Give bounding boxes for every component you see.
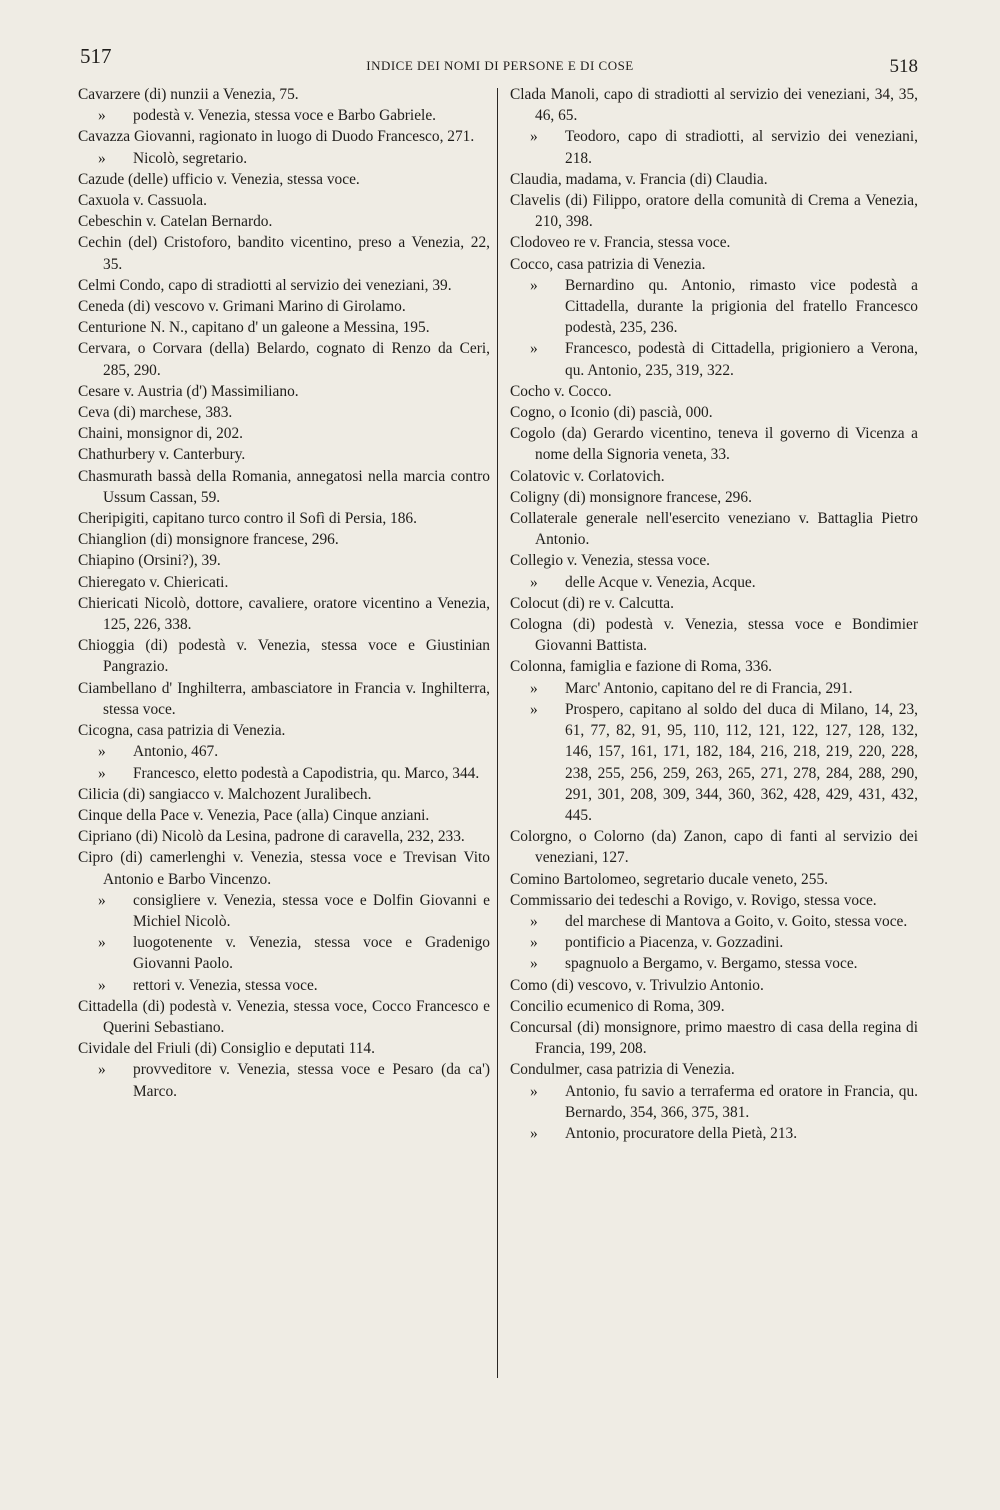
index-entry: Cervara, o Corvara (della) Belardo, cognato di Renzo da Ceri, 285, 290. bbox=[78, 340, 490, 379]
index-entry: Colatovic v. Corlatovich. bbox=[510, 467, 665, 485]
subentry-text: podestà v. Venezia, stessa voce e Barbo Gabriele. bbox=[133, 107, 436, 125]
index-entry: Comino Bartolomeo, segretario ducale veneto, 255. bbox=[510, 870, 828, 888]
index-entry: Colocut (di) re v. Calcutta. bbox=[510, 594, 674, 612]
index-entry: Claudia, madama, v. Francia (di) Claudia. bbox=[510, 170, 768, 188]
index-entry: Concursal (di) monsignore, primo maestro di casa della regina di Francia, 199, 208. bbox=[510, 1018, 918, 1058]
ditto-mark: » bbox=[98, 107, 106, 125]
subentry-text: Antonio, procuratore della Pietà, 213. bbox=[565, 1124, 798, 1142]
index-entry: Ciambellano d' Inghilterra, ambasciatore in Francia v. Inghilterra, stessa voce. bbox=[78, 679, 490, 718]
index-entry: Clavelis (di) Filippo, oratore della comunità di Crema a Venezia, 210, 398. bbox=[510, 192, 918, 231]
subentry-text: del marchese di Mantova a Goito, v. Goito, stessa voce. bbox=[565, 912, 908, 930]
ditto-mark: » bbox=[530, 679, 538, 697]
subentry-text: spagnuolo a Bergamo, v. Bergamo, stessa voce. bbox=[565, 955, 858, 973]
ditto-mark: » bbox=[530, 955, 538, 973]
ditto-mark: » bbox=[530, 700, 538, 718]
subentry-text: Francesco, podestà di Cittadella, prigioniero a Verona, qu. Antonio, 235, 319, 322. bbox=[565, 340, 918, 379]
index-entry: Chieregato v. Chiericati. bbox=[78, 573, 229, 591]
index-entry: Clada Manoli, capo di stradiotti al servizio dei veneziani, 34, 35, 46, 65. bbox=[510, 86, 918, 125]
index-entry: Cogolo (da) Gerardo vicentino, teneva il governo di Vicenza a nome della Signoria veneta, 33. bbox=[510, 425, 918, 464]
index-entry: Centurione N. N., capitano d' un galeone a Messina, 195. bbox=[78, 319, 430, 337]
ditto-mark: » bbox=[530, 276, 538, 294]
subentry-text: delle Acque v. Venezia, Acque. bbox=[565, 573, 756, 591]
subentry-text: Nicolò, segretario. bbox=[133, 149, 248, 167]
index-entry: Cheripigiti, capitano turco contro il Sofì di Persia, 186. bbox=[78, 510, 417, 528]
index-entry: Cechin (del) Cristoforo, bandito vicentino, preso a Venezia, 22, 35. bbox=[78, 234, 490, 273]
index-subentry bbox=[78, 763, 490, 784]
column-divider bbox=[497, 88, 498, 1378]
index-subentry bbox=[78, 975, 490, 996]
index-entry: Cividale del Friuli (di) Consiglio e deputati 114. bbox=[78, 1040, 375, 1058]
index-entry: Celmi Condo, capo di stradiotti al servizio dei veneziani, 39. bbox=[78, 276, 452, 294]
index-subentry bbox=[78, 105, 490, 126]
index-entry: Cipro (di) camerlenghi v. Venezia, stessa voce e Trevisan Vito Antonio e Barbo Vincenzo. bbox=[78, 849, 490, 888]
index-subentry bbox=[510, 1123, 918, 1144]
ditto-mark: » bbox=[98, 934, 106, 952]
index-entry: Chasmurath bassà della Romania, annegatosi nella marcia contro Ussum Cassan, 59. bbox=[78, 467, 490, 506]
ditto-mark: » bbox=[98, 743, 106, 761]
index-entry: Chiapino (Orsini?), 39. bbox=[78, 552, 221, 570]
index-entry: Chiericati Nicolò, dottore, cavaliere, oratore vicentino a Venezia, 125, 226, 338. bbox=[78, 594, 490, 634]
subentry-text: Francesco, eletto podestà a Capodistria, qu. Marco, 344. bbox=[133, 764, 480, 782]
index-subentry bbox=[510, 126, 918, 168]
right-column bbox=[510, 84, 918, 1144]
index-subentry bbox=[510, 1081, 918, 1123]
index-entry: Ceneda (di) vescovo v. Grimani Marino di Girolamo. bbox=[78, 298, 406, 316]
left-column bbox=[78, 84, 490, 1102]
index-entry: Cavarzere (di) nunzii a Venezia, 75. bbox=[78, 86, 299, 103]
index-entry: Cittadella (di) podestà v. Venezia, stessa voce, Cocco Francesco e Querini Sebastiano. bbox=[78, 997, 490, 1036]
ditto-mark: » bbox=[530, 128, 538, 146]
index-entry: Condulmer, casa patrizia di Venezia. bbox=[510, 1061, 735, 1079]
ditto-mark: » bbox=[98, 149, 106, 167]
subentry-text: rettori v. Venezia, stessa voce. bbox=[133, 976, 318, 994]
index-entry: Ceva (di) marchese, 383. bbox=[78, 404, 233, 422]
index-entry: Cologna (di) podestà v. Venezia, stessa voce e Bondimier Giovanni Battista. bbox=[510, 616, 918, 655]
ditto-mark: » bbox=[530, 934, 538, 952]
index-subentry bbox=[510, 953, 918, 974]
subentry-text: Teodoro, capo di stradiotti, al servizio dei veneziani, 218. bbox=[565, 128, 918, 167]
index-entry: Collaterale generale nell'esercito veneziano v. Battaglia Pietro Antonio. bbox=[510, 510, 918, 549]
index-entry: Chianglion (di) monsignore francese, 296. bbox=[78, 531, 339, 549]
index-entry: Colorgno, o Colorno (da) Zanon, capo di fanti al servizio dei veneziani, 127. bbox=[510, 828, 918, 867]
index-entry: Cogno, o Iconio (di) pascià, 000. bbox=[510, 404, 713, 422]
index-entry: Clodoveo re v. Francia, stessa voce. bbox=[510, 234, 731, 252]
index-entry: Cavazza Giovanni, ragionato in luogo di Duodo Francesco, 271. bbox=[78, 128, 475, 146]
index-entry: Chaini, monsignor di, 202. bbox=[78, 425, 244, 443]
ditto-mark: » bbox=[98, 764, 106, 782]
subentry-text: provveditore v. Venezia, stessa voce e Pesaro (da ca') Marco. bbox=[133, 1061, 490, 1100]
index-subentry bbox=[78, 890, 490, 932]
index-subentry bbox=[78, 148, 490, 169]
ditto-mark: » bbox=[98, 891, 106, 909]
index-entry: Cipriano (di) Nicolò da Lesina, padrone di caravella, 232, 233. bbox=[78, 828, 465, 846]
running-title: INDICE DEI NOMI DI PERSONE E DI COSE bbox=[366, 58, 634, 73]
ditto-mark: » bbox=[530, 1124, 538, 1142]
ditto-mark: » bbox=[530, 1082, 538, 1100]
index-entry: Chathurbery v. Canterbury. bbox=[78, 446, 246, 464]
subentry-text: Antonio, fu savio a terraferma ed oratore in Francia, qu. Bernardo, 354, 366, 375, 381. bbox=[565, 1082, 918, 1121]
subentry-text: luogotenente v. Venezia, stessa voce e Gradenigo Giovanni Paolo. bbox=[133, 934, 490, 973]
index-entry: Chioggia (di) podestà v. Venezia, stessa voce e Giustinian Pangrazio. bbox=[78, 637, 490, 676]
ditto-mark: » bbox=[98, 976, 106, 994]
index-entry: Colonna, famiglia e fazione di Roma, 336. bbox=[510, 658, 773, 676]
subentry-text: Marc' Antonio, capitano del re di Francia, 291. bbox=[565, 679, 853, 697]
index-entry: Cicogna, casa patrizia di Venezia. bbox=[78, 722, 286, 740]
index-entry: Concilio ecumenico di Roma, 309. bbox=[510, 997, 725, 1015]
index-subentry bbox=[510, 678, 918, 699]
ditto-mark: » bbox=[98, 1061, 106, 1079]
index-subentry bbox=[78, 741, 490, 762]
ditto-mark: » bbox=[530, 573, 538, 591]
index-subentry bbox=[510, 699, 918, 826]
index-entry: Cocho v. Cocco. bbox=[510, 382, 612, 400]
index-subentry bbox=[510, 338, 918, 380]
index-entry: Como (di) vescovo, v. Trivulzio Antonio. bbox=[510, 976, 764, 994]
index-subentry bbox=[510, 572, 918, 593]
index-subentry bbox=[78, 1059, 490, 1101]
ditto-mark: » bbox=[530, 340, 538, 358]
index-entry: Commissario dei tedeschi a Rovigo, v. Rovigo, stessa voce. bbox=[510, 891, 877, 909]
index-entry: Coligny (di) monsignore francese, 296. bbox=[510, 488, 752, 506]
subentry-text: Prospero, capitano al soldo del duca di Milano, 14, 23, 61, 77, 82, 91, 95, 110, 112, 121, 122, 127, 128, 132, 146, 157, 161, 171, 182, 184, 216, 218, 219, 220, 228, 238, 255, 256, 259, 263, 265, 271, 278, 284, 288, 290, 291, 301, 208, 309, 344, 360, 362, 428, 429, 431, 432, 445. bbox=[565, 700, 918, 824]
index-entry: Cebeschin v. Catelan Bernardo. bbox=[78, 213, 273, 231]
subentry-text: Bernardino qu. Antonio, rimasto vice podestà a Cittadella, durante la prigionia del fratello Francesco podestà, 235, 236. bbox=[565, 276, 918, 337]
ditto-mark: » bbox=[530, 912, 538, 930]
index-entry: Caxuola v. Cassuola. bbox=[78, 192, 207, 210]
index-entry: Collegio v. Venezia, stessa voce. bbox=[510, 552, 711, 570]
page-number-left: 517 bbox=[80, 44, 112, 68]
index-subentry bbox=[510, 275, 918, 339]
index-entry: Cilicia (di) sangiacco v. Malchozent Juralibech. bbox=[78, 785, 372, 803]
subentry-text: Antonio, 467. bbox=[133, 743, 219, 761]
index-entry: Cocco, casa patrizia di Venezia. bbox=[510, 255, 706, 273]
subentry-text: consigliere v. Venezia, stessa voce e Dolfin Giovanni e Michiel Nicolò. bbox=[133, 891, 490, 930]
index-subentry bbox=[510, 911, 918, 932]
page-header bbox=[0, 44, 1000, 84]
subentry-text: pontificio a Piacenza, v. Gozzadini. bbox=[565, 934, 784, 952]
index-subentry bbox=[78, 932, 490, 974]
index-entry: Cinque della Pace v. Venezia, Pace (alla) Cinque anziani. bbox=[78, 806, 430, 824]
index-subentry bbox=[510, 932, 918, 953]
page-number-right: 518 bbox=[889, 56, 918, 77]
index-entry: Cazude (delle) ufficio v. Venezia, stessa voce. bbox=[78, 170, 360, 188]
index-entry: Cesare v. Austria (d') Massimiliano. bbox=[78, 382, 299, 400]
